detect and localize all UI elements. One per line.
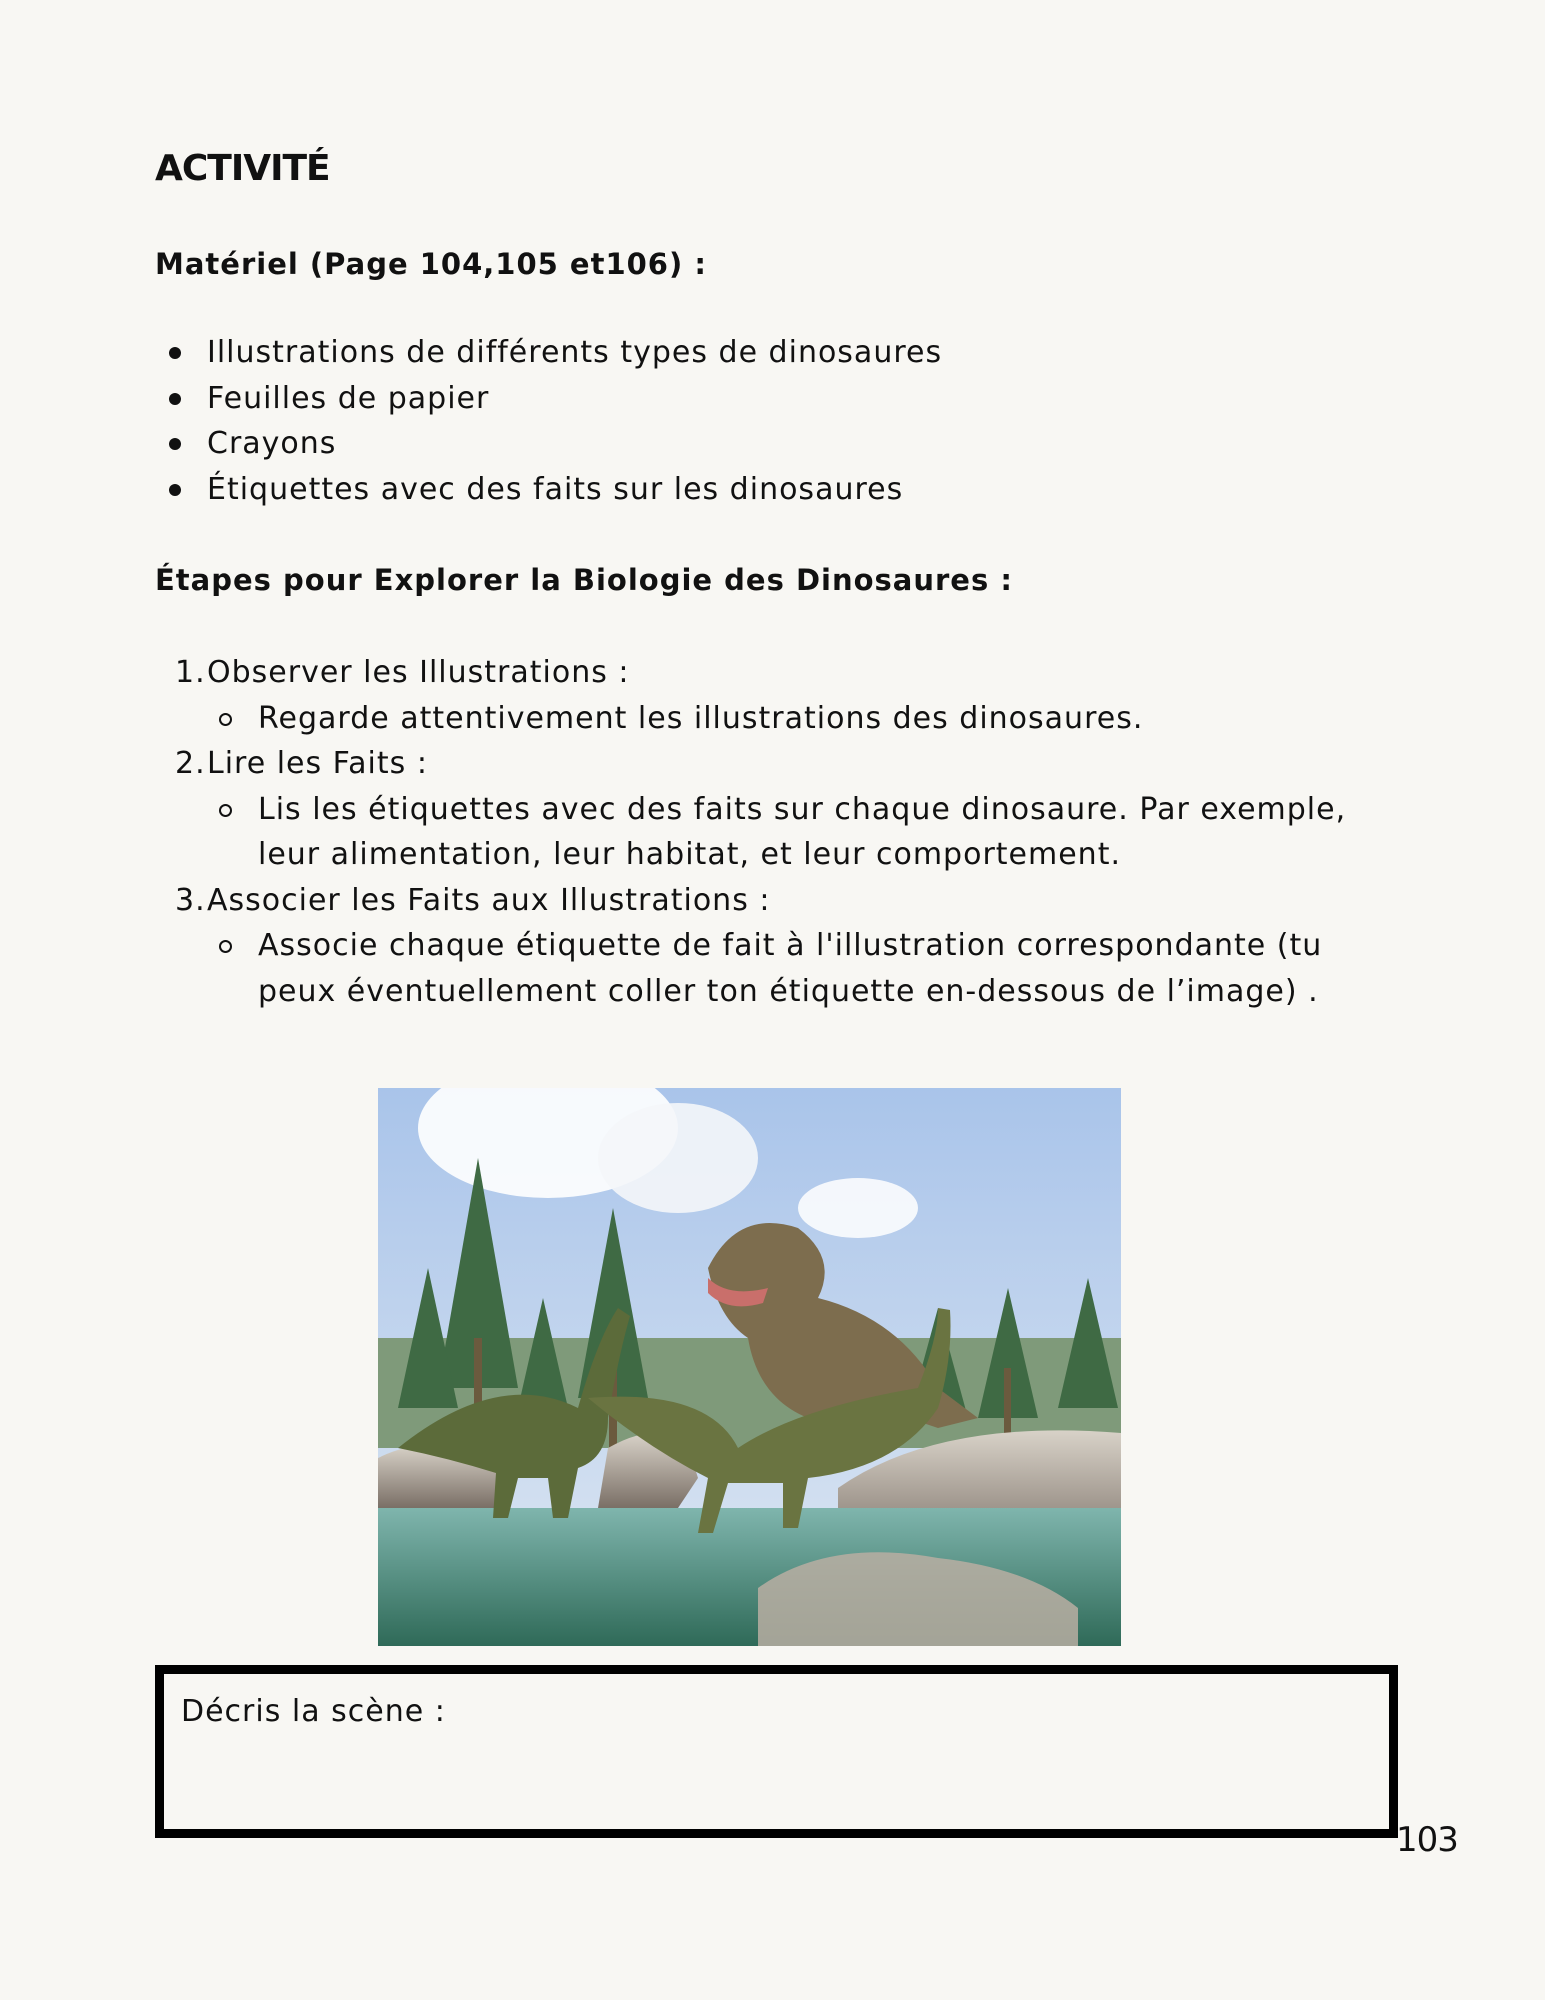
list-item: Illustrations de différents types de dinosaures — [155, 330, 942, 376]
bullet-icon — [169, 484, 181, 496]
step-label: Observer les Illustrations : — [207, 655, 630, 690]
materials-title: Matériel (Page 104,105 et106) : — [155, 247, 707, 281]
step-label: Lire les Faits : — [207, 746, 428, 781]
step-number: 3. — [175, 882, 206, 918]
materials-list — [155, 330, 942, 512]
step-label: Associer les Faits aux Illustrations : — [207, 882, 771, 918]
dinosaur-scene-image — [378, 1088, 1121, 1646]
circle-bullet-icon — [219, 940, 232, 953]
step-detail: Associe chaque étiquette de fait à l'illustration correspondante (tu peux éventuellement coller ton étiquette en-dessous de l’image) . — [155, 923, 1395, 1014]
step-number: 1. — [175, 655, 206, 690]
steps-title: Étapes pour Explorer la Biologie des Dinosaures : — [155, 563, 1013, 597]
list-item: Crayons — [155, 421, 942, 467]
step-item — [155, 741, 1395, 878]
step-item — [155, 650, 1395, 741]
page-heading: ACTIVITÉ — [155, 148, 330, 189]
step-number: 2. — [175, 746, 206, 781]
describe-label: Décris la scène : — [181, 1694, 446, 1729]
step-detail: Lis les étiquettes avec des faits sur chaque dinosaure. Par exemple, leur alimentation, leur habitat, et leur comportement. — [155, 787, 1395, 878]
circle-bullet-icon — [219, 713, 232, 726]
describe-answer-box[interactable] — [155, 1665, 1398, 1838]
step-detail: Regarde attentivement les illustrations des dinosaures. — [155, 696, 1395, 742]
steps-list — [155, 650, 1395, 1014]
bullet-icon — [169, 438, 181, 450]
bullet-icon — [169, 393, 181, 405]
bullet-icon — [169, 347, 181, 359]
page-number: 103 — [1396, 1820, 1458, 1860]
list-item: Étiquettes avec des faits sur les dinosaures — [155, 467, 942, 513]
circle-bullet-icon — [219, 804, 232, 817]
step-item — [155, 878, 1395, 1015]
list-item: Feuilles de papier — [155, 376, 942, 422]
